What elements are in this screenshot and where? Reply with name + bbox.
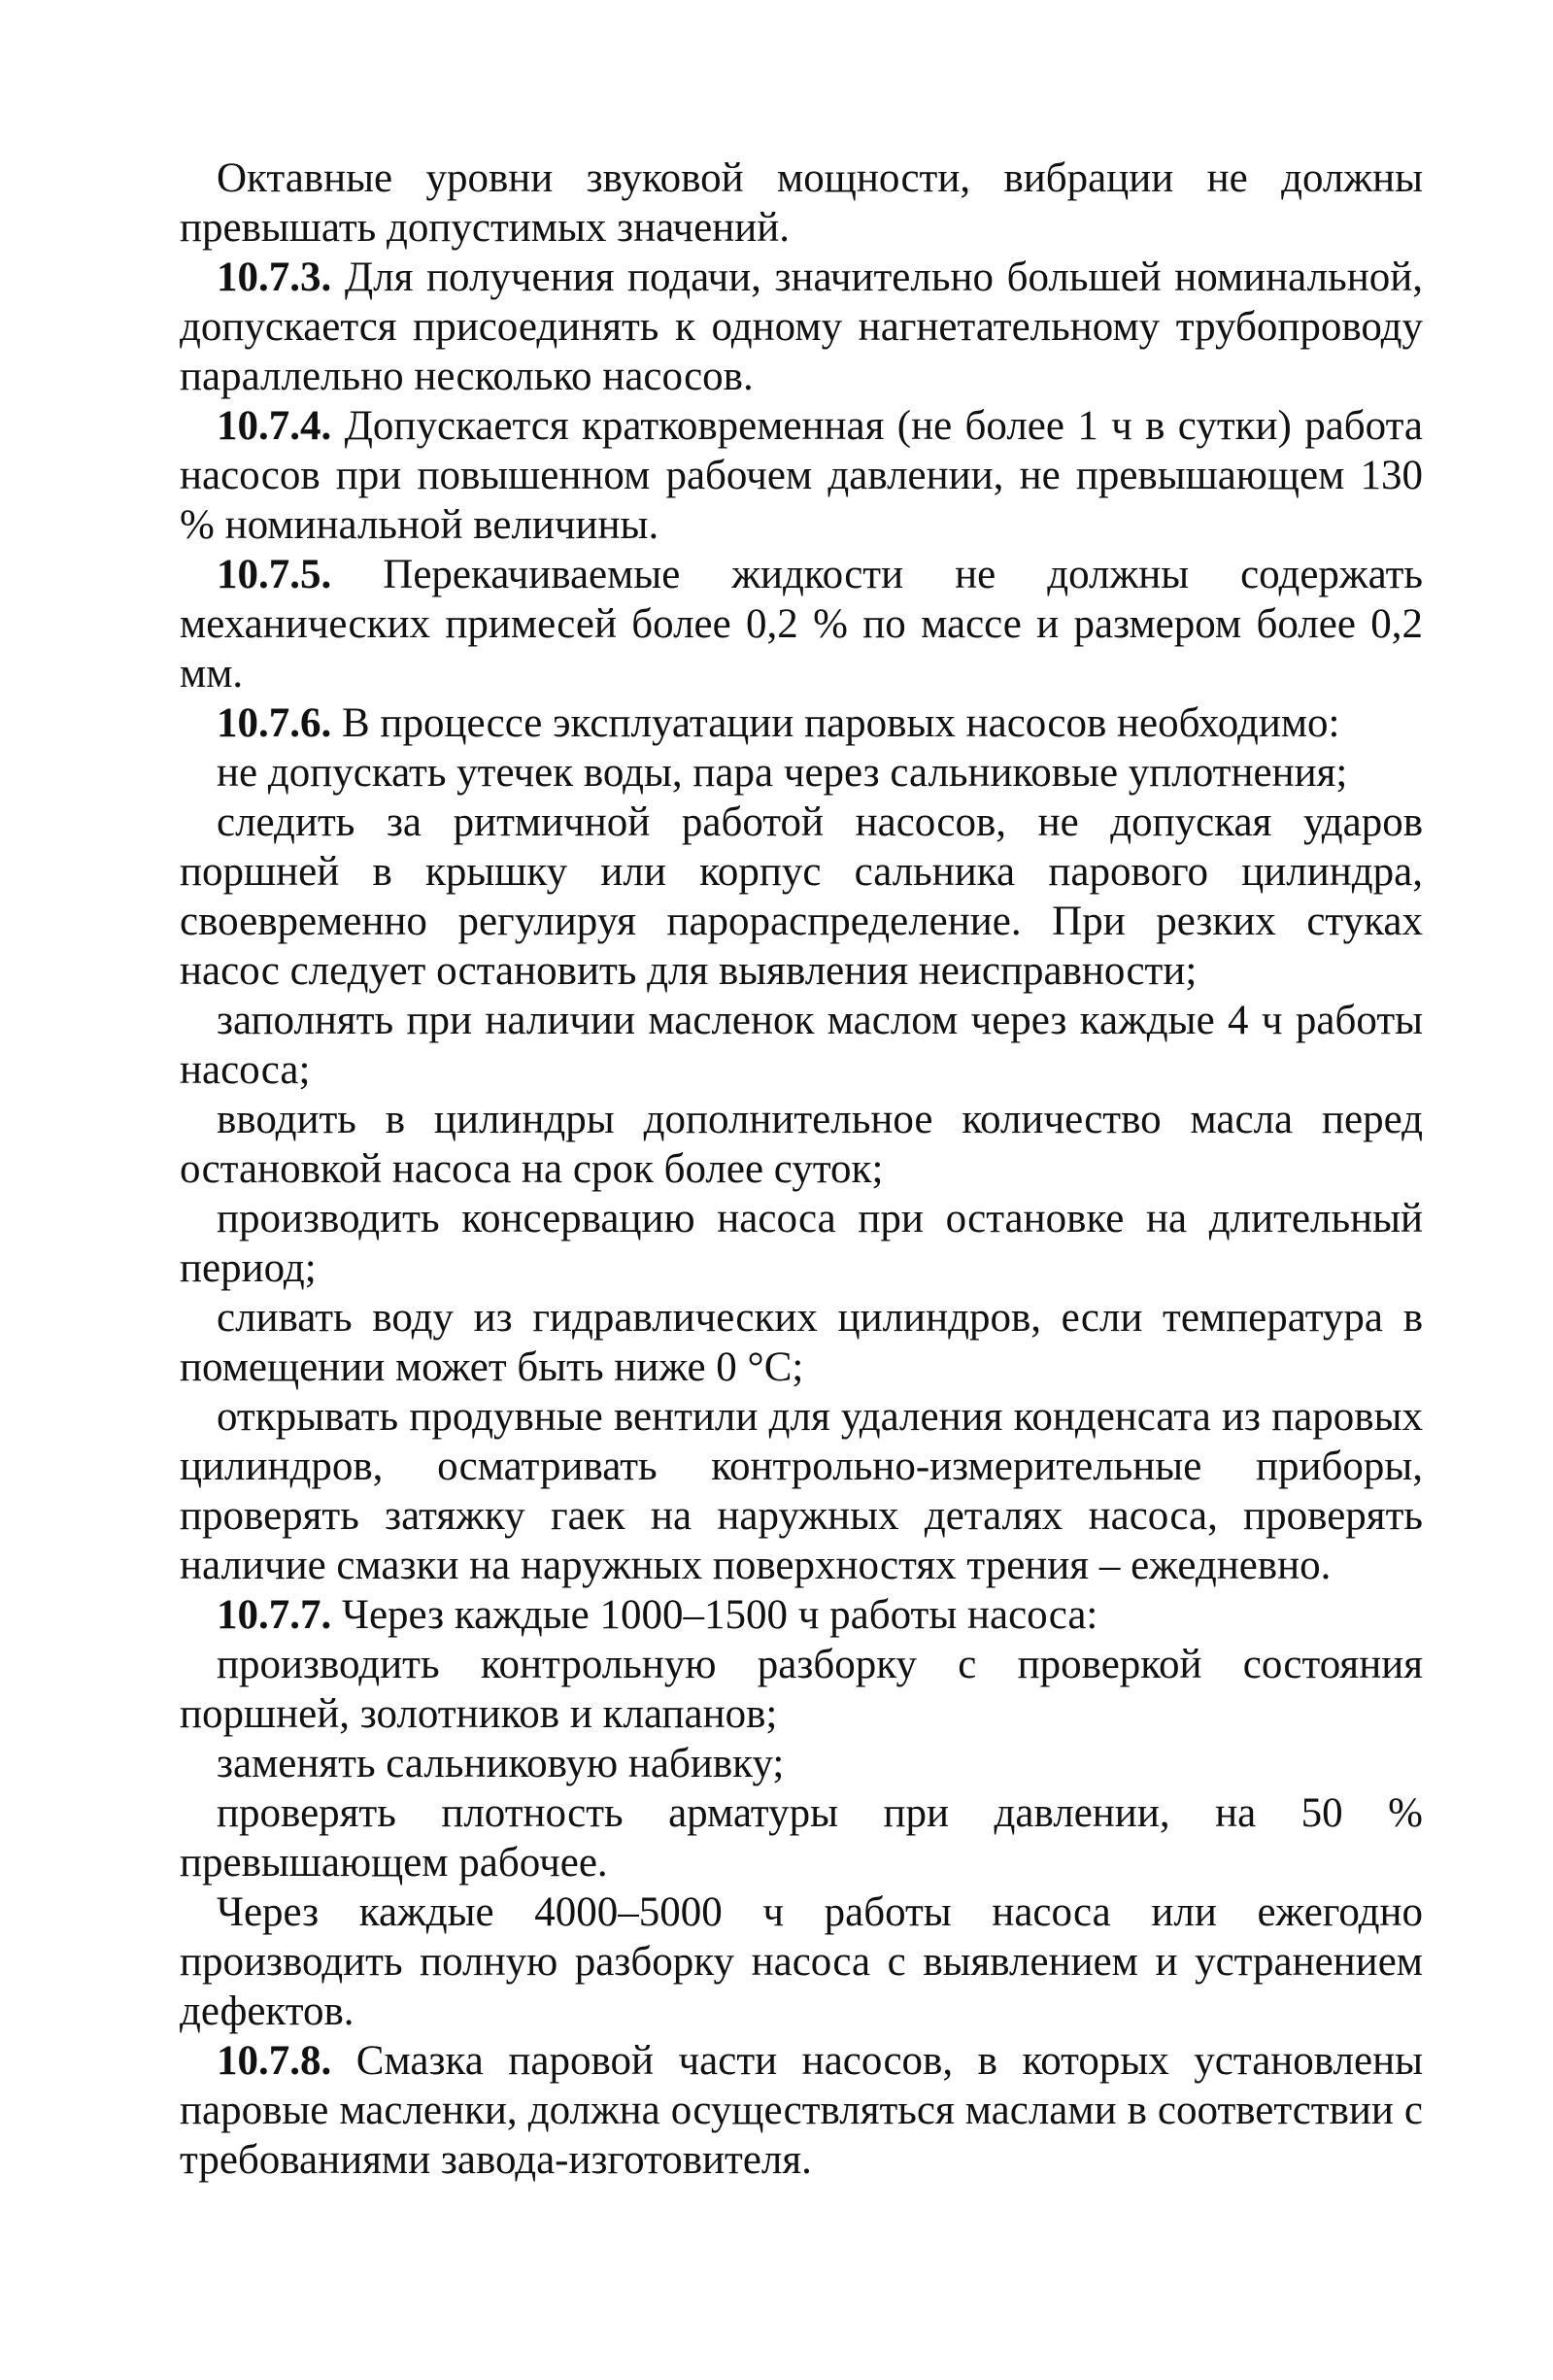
list-item (180, 996, 1423, 1095)
paragraph-10-7-8 (180, 2036, 1423, 2185)
paragraph-text: Смазка паровой части насосов, в которых установлены паровые масленки, должна осуществляться маслами в соответствии с требованиями завода-изготовителя. (180, 2038, 1423, 2183)
paragraph-overhaul (180, 1887, 1423, 2036)
paragraph-10-7-3 (180, 253, 1423, 401)
paragraph-text: Через каждые 1000–1500 ч работы насоса: (331, 1592, 1098, 1638)
paragraph-text: не допускать утечек воды, пара через сальниковые уплотнения; (217, 750, 1348, 796)
paragraph-text: заменять сальниковую набивку; (217, 1741, 785, 1786)
paragraph-text: вводить в цилиндры дополнительное количество масла перед остановкой насоса на срок более суток; (180, 1097, 1423, 1192)
paragraph-text: производить консервацию насоса при остановке на длительный период; (180, 1196, 1423, 1291)
section-number: 10.7.4. (217, 403, 332, 449)
section-number: 10.7.7. (217, 1592, 332, 1638)
paragraph-10-7-4 (180, 401, 1423, 550)
list-item (180, 1788, 1423, 1887)
section-number: 10.7.8. (217, 2038, 332, 2084)
list-item (180, 1293, 1423, 1392)
section-number: 10.7.6. (217, 700, 332, 746)
paragraph-text: проверять плотность арматуры при давлении, на 50 % превышающем рабочее. (180, 1790, 1423, 1886)
paragraph-text: Для получения подачи, значительно большей номинальной, допускается присоединять к одному нагнетательному трубопроводу параллельно несколько насосов. (180, 255, 1423, 399)
list-item (180, 1739, 1423, 1788)
paragraph-10-7-6 (180, 698, 1423, 748)
list-item (180, 1640, 1423, 1739)
paragraph-noise-limits (180, 153, 1423, 253)
paragraph-text: следить за ритмичной работой насосов, не допуская ударов поршней в крышку или корпус сальника парового цилиндра, своевременно регулируя парораспределение. При резких стуках насос следует остановить для выявления неисправности; (180, 799, 1423, 994)
paragraph-text: Допускается кратковременная (не более 1 ч в сутки) работа насосов при повышенном рабочем давлении, не превышающем 130 % номинальной величины. (180, 403, 1423, 548)
paragraph-text: заполнять при наличии масленок маслом через каждые 4 ч работы насоса; (180, 998, 1423, 1093)
list-item (180, 748, 1423, 798)
paragraph-text: открывать продувные вентили для удаления конденсата из паровых цилиндров, осматривать контрольно-измерительные приборы, проверять затяжку гаек на наружных деталях насоса, проверять наличие смазки на наружных поверхностях трения – ежедневно. (180, 1394, 1423, 1588)
list-item (180, 1392, 1423, 1590)
paragraph-text: Перекачиваемые жидкости не должны содержать механических примесей более 0,2 % по массе и размером более 0,2 мм. (180, 552, 1423, 697)
paragraph-text: Октавные уровни звуковой мощности, вибрации не должны превышать допустимых значений. (180, 155, 1423, 251)
paragraph-text: Через каждые 4000–5000 ч работы насоса или ежегодно производить полную разборку насоса с выявлением и устранением дефектов. (180, 1889, 1423, 2034)
list-item (180, 798, 1423, 996)
paragraph-10-7-5 (180, 550, 1423, 698)
section-number: 10.7.5. (217, 552, 332, 597)
paragraph-text: производить контрольную разборку с проверкой состояния поршней, золотников и клапанов; (180, 1642, 1423, 1737)
section-number: 10.7.3. (217, 255, 332, 300)
paragraph-10-7-7 (180, 1590, 1423, 1640)
list-item (180, 1095, 1423, 1194)
list-item (180, 1194, 1423, 1293)
paragraph-text: В процессе эксплуатации паровых насосов необходимо: (331, 700, 1340, 746)
paragraph-text: сливать воду из гидравлических цилиндров, если температура в помещении может быть ниже 0 °С; (180, 1295, 1423, 1390)
